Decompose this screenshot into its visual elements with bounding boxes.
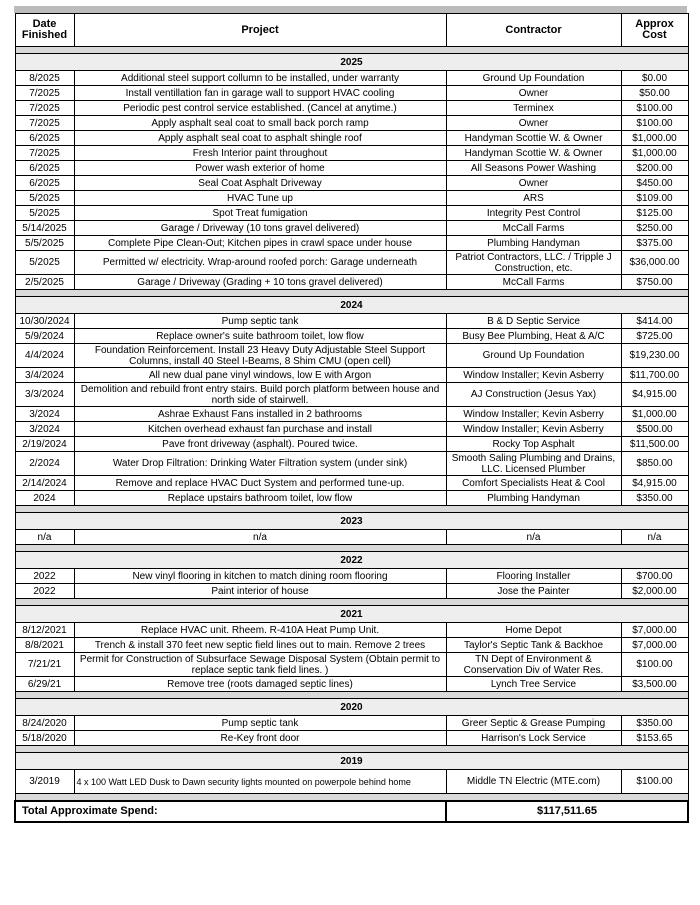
cell-project: Seal Coat Asphalt Driveway xyxy=(74,176,446,191)
cell-cost: $200.00 xyxy=(621,161,688,176)
cell-date: 2/5/2025 xyxy=(15,275,74,290)
total-label: Total Approximate Spend: xyxy=(15,801,446,822)
table-row xyxy=(15,314,688,329)
section-gap xyxy=(15,290,688,297)
projects-body xyxy=(15,47,688,794)
cell-cost: $375.00 xyxy=(621,236,688,251)
table-row xyxy=(15,329,688,344)
cell-cost: $4,915.00 xyxy=(621,383,688,407)
cell-project: Re-Key front door xyxy=(74,731,446,746)
cell-date: 8/8/2021 xyxy=(15,638,74,653)
cell-cost: $109.00 xyxy=(621,191,688,206)
cell-date: 5/9/2024 xyxy=(15,329,74,344)
table-row xyxy=(15,383,688,407)
cell-date: 3/2024 xyxy=(15,422,74,437)
cell-project: Replace owner's suite bathroom toilet, low flow xyxy=(74,329,446,344)
cell-date: 2022 xyxy=(15,569,74,584)
cell-contractor: Integrity Pest Control xyxy=(446,206,621,221)
cell-contractor: Harrison's Lock Service xyxy=(446,731,621,746)
table-row xyxy=(15,437,688,452)
header-date: Date Finished xyxy=(15,14,74,47)
table-row xyxy=(15,236,688,251)
cell-cost: $700.00 xyxy=(621,569,688,584)
table-row xyxy=(15,731,688,746)
cell-contractor: Ground Up Foundation xyxy=(446,344,621,368)
cell-cost: $4,915.00 xyxy=(621,476,688,491)
table-row xyxy=(15,131,688,146)
cell-date: 7/2025 xyxy=(15,116,74,131)
cell-cost: $450.00 xyxy=(621,176,688,191)
cell-cost: $11,500.00 xyxy=(621,437,688,452)
header-row xyxy=(15,14,688,47)
cell-contractor: Flooring Installer xyxy=(446,569,621,584)
year-row xyxy=(15,699,688,716)
cell-date: 3/4/2024 xyxy=(15,368,74,383)
header-cost: Approx Cost xyxy=(621,14,688,47)
cell-date: 3/2024 xyxy=(15,407,74,422)
cell-cost: $350.00 xyxy=(621,491,688,506)
cell-project: New vinyl flooring in kitchen to match dining room flooring xyxy=(74,569,446,584)
cell-date: 2/19/2024 xyxy=(15,437,74,452)
cell-date: 2/2024 xyxy=(15,452,74,476)
table-row xyxy=(15,101,688,116)
cell-project: HVAC Tune up xyxy=(74,191,446,206)
cell-cost: n/a xyxy=(621,530,688,545)
cell-project: Apply asphalt seal coat to small back porch ramp xyxy=(74,116,446,131)
cell-project: Permit for Construction of Subsurface Sewage Disposal System (Obtain permit to replace septic tank field lines. ) xyxy=(74,653,446,677)
table-row xyxy=(15,491,688,506)
cell-contractor: Patriot Contractors, LLC. / Tripple J Construction, etc. xyxy=(446,251,621,275)
table-row xyxy=(15,407,688,422)
cell-project: Demolition and rebuild front entry stairs. Build porch platform between house and north side of stairwell. xyxy=(74,383,446,407)
cell-contractor: Comfort Specialists Heat & Cool xyxy=(446,476,621,491)
year-label: 2019 xyxy=(15,753,688,770)
cell-cost: $750.00 xyxy=(621,275,688,290)
cell-contractor: Smooth Saling Plumbing and Drains, LLC. Licensed Plumber xyxy=(446,452,621,476)
cell-date: 5/5/2025 xyxy=(15,236,74,251)
cell-project: Garage / Driveway (Grading + 10 tons gravel delivered) xyxy=(74,275,446,290)
cell-project: Pave front driveway (asphalt). Poured twice. xyxy=(74,437,446,452)
cell-project: 4 x 100 Watt LED Dusk to Dawn security lights mounted on powerpole behind home xyxy=(74,770,446,794)
cell-cost: $19,230.00 xyxy=(621,344,688,368)
cell-project: Replace HVAC unit. Rheem. R-410A Heat Pump Unit. xyxy=(74,623,446,638)
cell-project: Trench & install 370 feet new septic field lines out to main. Remove 2 trees xyxy=(74,638,446,653)
cell-cost: $7,000.00 xyxy=(621,638,688,653)
cell-date: 5/18/2020 xyxy=(15,731,74,746)
cell-cost: $100.00 xyxy=(621,770,688,794)
year-label: 2022 xyxy=(15,552,688,569)
section-gap xyxy=(15,47,688,54)
table-row xyxy=(15,584,688,599)
cell-contractor: Window Installer; Kevin Asberry xyxy=(446,422,621,437)
cell-project: Pump septic tank xyxy=(74,314,446,329)
cell-project: Spot Treat fumigation xyxy=(74,206,446,221)
year-label: 2021 xyxy=(15,606,688,623)
cell-cost: $100.00 xyxy=(621,116,688,131)
cell-project: Pump septic tank xyxy=(74,716,446,731)
cell-project: Remove and replace HVAC Duct System and performed tune-up. xyxy=(74,476,446,491)
table-row xyxy=(15,530,688,545)
cell-date: 3/3/2024 xyxy=(15,383,74,407)
year-row xyxy=(15,54,688,71)
table-row xyxy=(15,206,688,221)
cell-date: 7/2025 xyxy=(15,86,74,101)
cell-project: Complete Pipe Clean-Out; Kitchen pipes in crawl space under house xyxy=(74,236,446,251)
cell-cost: $414.00 xyxy=(621,314,688,329)
cell-contractor: AJ Construction (Jesus Yax) xyxy=(446,383,621,407)
cell-cost: $125.00 xyxy=(621,206,688,221)
cell-contractor: Middle TN Electric (MTE.com) xyxy=(446,770,621,794)
cell-date: 6/29/21 xyxy=(15,677,74,692)
year-row xyxy=(15,513,688,530)
cell-contractor: Owner xyxy=(446,116,621,131)
cell-contractor: McCall Farms xyxy=(446,275,621,290)
cell-date: 6/2025 xyxy=(15,161,74,176)
section-gap xyxy=(15,545,688,552)
cell-contractor: McCall Farms xyxy=(446,221,621,236)
header-project: Project xyxy=(74,14,446,47)
cell-cost: $7,000.00 xyxy=(621,623,688,638)
table-row xyxy=(15,191,688,206)
sheet-top-bar xyxy=(14,6,687,13)
table-row xyxy=(15,368,688,383)
table-row xyxy=(15,344,688,368)
cell-cost: $3,500.00 xyxy=(621,677,688,692)
cell-date: 5/2025 xyxy=(15,191,74,206)
cell-date: 4/4/2024 xyxy=(15,344,74,368)
year-row xyxy=(15,753,688,770)
cell-contractor: Greer Septic & Grease Pumping xyxy=(446,716,621,731)
cell-date: 7/2025 xyxy=(15,101,74,116)
cell-cost: $725.00 xyxy=(621,329,688,344)
cell-date: 2024 xyxy=(15,491,74,506)
cell-date: 8/2025 xyxy=(15,71,74,86)
cell-date: 5/2025 xyxy=(15,206,74,221)
header-contractor: Contractor xyxy=(446,14,621,47)
cell-contractor: Terminex xyxy=(446,101,621,116)
section-gap xyxy=(15,506,688,513)
table-row xyxy=(15,452,688,476)
cell-project: Apply asphalt seal coat to asphalt shingle roof xyxy=(74,131,446,146)
cell-cost: $36,000.00 xyxy=(621,251,688,275)
cell-contractor: Plumbing Handyman xyxy=(446,236,621,251)
cell-contractor: Handyman Scottie W. & Owner xyxy=(446,146,621,161)
table-row xyxy=(15,770,688,794)
section-gap xyxy=(15,692,688,699)
cell-cost: $1,000.00 xyxy=(621,407,688,422)
cell-project: Install ventillation fan in garage wall to support HVAC cooling xyxy=(74,86,446,101)
table-row xyxy=(15,161,688,176)
table-row xyxy=(15,476,688,491)
cell-contractor: Rocky Top Asphalt xyxy=(446,437,621,452)
cell-contractor: Plumbing Handyman xyxy=(446,491,621,506)
cell-cost: $2,000.00 xyxy=(621,584,688,599)
year-label: 2025 xyxy=(15,54,688,71)
cell-contractor: All Seasons Power Washing xyxy=(446,161,621,176)
cell-contractor: ARS xyxy=(446,191,621,206)
year-row xyxy=(15,606,688,623)
cell-contractor: Busy Bee Plumbing, Heat & A/C xyxy=(446,329,621,344)
cell-date: 8/24/2020 xyxy=(15,716,74,731)
cell-project: Foundation Reinforcement. Install 23 Heavy Duty Adjustable Steel Support Columns, install 40 Steel I-Beams, 8 Shim CMU (open cell) xyxy=(74,344,446,368)
cell-contractor: Home Depot xyxy=(446,623,621,638)
table-row xyxy=(15,116,688,131)
cell-project: Periodic pest control service established. (Cancel at anytime.) xyxy=(74,101,446,116)
cell-date: 2/14/2024 xyxy=(15,476,74,491)
cell-date: 6/2025 xyxy=(15,131,74,146)
table-row xyxy=(15,638,688,653)
cell-contractor: Ground Up Foundation xyxy=(446,71,621,86)
cell-contractor: B & D Septic Service xyxy=(446,314,621,329)
table-row xyxy=(15,677,688,692)
cell-cost: $1,000.00 xyxy=(621,146,688,161)
cell-contractor: Taylor's Septic Tank & Backhoe xyxy=(446,638,621,653)
cost-sheet xyxy=(14,6,687,823)
projects-table xyxy=(14,13,689,823)
cell-date: 5/2025 xyxy=(15,251,74,275)
cell-cost: $50.00 xyxy=(621,86,688,101)
cell-contractor: Owner xyxy=(446,86,621,101)
cell-project: n/a xyxy=(74,530,446,545)
cell-contractor: Lynch Tree Service xyxy=(446,677,621,692)
cell-project: Power wash exterior of home xyxy=(74,161,446,176)
table-row xyxy=(15,623,688,638)
cell-contractor: Jose the Painter xyxy=(446,584,621,599)
year-label: 2024 xyxy=(15,297,688,314)
cell-project: Permitted w/ electricity. Wrap-around roofed porch: Garage underneath xyxy=(74,251,446,275)
table-row xyxy=(15,221,688,236)
cell-cost: $100.00 xyxy=(621,101,688,116)
cell-cost: $850.00 xyxy=(621,452,688,476)
table-row xyxy=(15,176,688,191)
cell-project: Kitchen overhead exhaust fan purchase and install xyxy=(74,422,446,437)
cell-project: Ashrae Exhaust Fans installed in 2 bathrooms xyxy=(74,407,446,422)
cell-project: Additional steel support collumn to be installed, under warranty xyxy=(74,71,446,86)
cell-cost: $153.65 xyxy=(621,731,688,746)
cell-project: Garage / Driveway (10 tons gravel delivered) xyxy=(74,221,446,236)
cell-contractor: Window Installer; Kevin Asberry xyxy=(446,368,621,383)
cell-project: Paint interior of house xyxy=(74,584,446,599)
cell-cost: $100.00 xyxy=(621,653,688,677)
cell-date: 10/30/2024 xyxy=(15,314,74,329)
table-row xyxy=(15,275,688,290)
table-row xyxy=(15,653,688,677)
cell-date: 7/2025 xyxy=(15,146,74,161)
cell-project: Fresh Interior paint throughout xyxy=(74,146,446,161)
cell-cost: $250.00 xyxy=(621,221,688,236)
table-row xyxy=(15,569,688,584)
cell-contractor: Handyman Scottie W. & Owner xyxy=(446,131,621,146)
cell-project: Replace upstairs bathroom toilet, low flow xyxy=(74,491,446,506)
cell-project: Remove tree (roots damaged septic lines) xyxy=(74,677,446,692)
table-row xyxy=(15,86,688,101)
year-label: 2020 xyxy=(15,699,688,716)
cell-project: All new dual pane vinyl windows, low E with Argon xyxy=(74,368,446,383)
cell-date: 3/2019 xyxy=(15,770,74,794)
cell-cost: $11,700.00 xyxy=(621,368,688,383)
cell-cost: $1,000.00 xyxy=(621,131,688,146)
section-gap xyxy=(15,794,688,801)
cell-cost: $350.00 xyxy=(621,716,688,731)
table-row xyxy=(15,422,688,437)
table-row xyxy=(15,251,688,275)
cell-cost: $500.00 xyxy=(621,422,688,437)
cell-date: 7/21/21 xyxy=(15,653,74,677)
total-row xyxy=(15,801,688,822)
cell-date: 6/2025 xyxy=(15,176,74,191)
year-row xyxy=(15,297,688,314)
total-value: $117,511.65 xyxy=(446,801,688,822)
table-row xyxy=(15,71,688,86)
cell-date: 5/14/2025 xyxy=(15,221,74,236)
year-label: 2023 xyxy=(15,513,688,530)
table-row xyxy=(15,716,688,731)
cell-contractor: n/a xyxy=(446,530,621,545)
section-gap xyxy=(15,746,688,753)
cell-project: Water Drop Filtration: Drinking Water Filtration system (under sink) xyxy=(74,452,446,476)
table-row xyxy=(15,146,688,161)
cell-date: 2022 xyxy=(15,584,74,599)
cell-contractor: Owner xyxy=(446,176,621,191)
year-row xyxy=(15,552,688,569)
cell-date: n/a xyxy=(15,530,74,545)
cell-cost: $0.00 xyxy=(621,71,688,86)
cell-date: 8/12/2021 xyxy=(15,623,74,638)
cell-contractor: TN Dept of Environment & Conservation Div of Water Res. xyxy=(446,653,621,677)
cell-contractor: Window Installer; Kevin Asberry xyxy=(446,407,621,422)
section-gap xyxy=(15,599,688,606)
